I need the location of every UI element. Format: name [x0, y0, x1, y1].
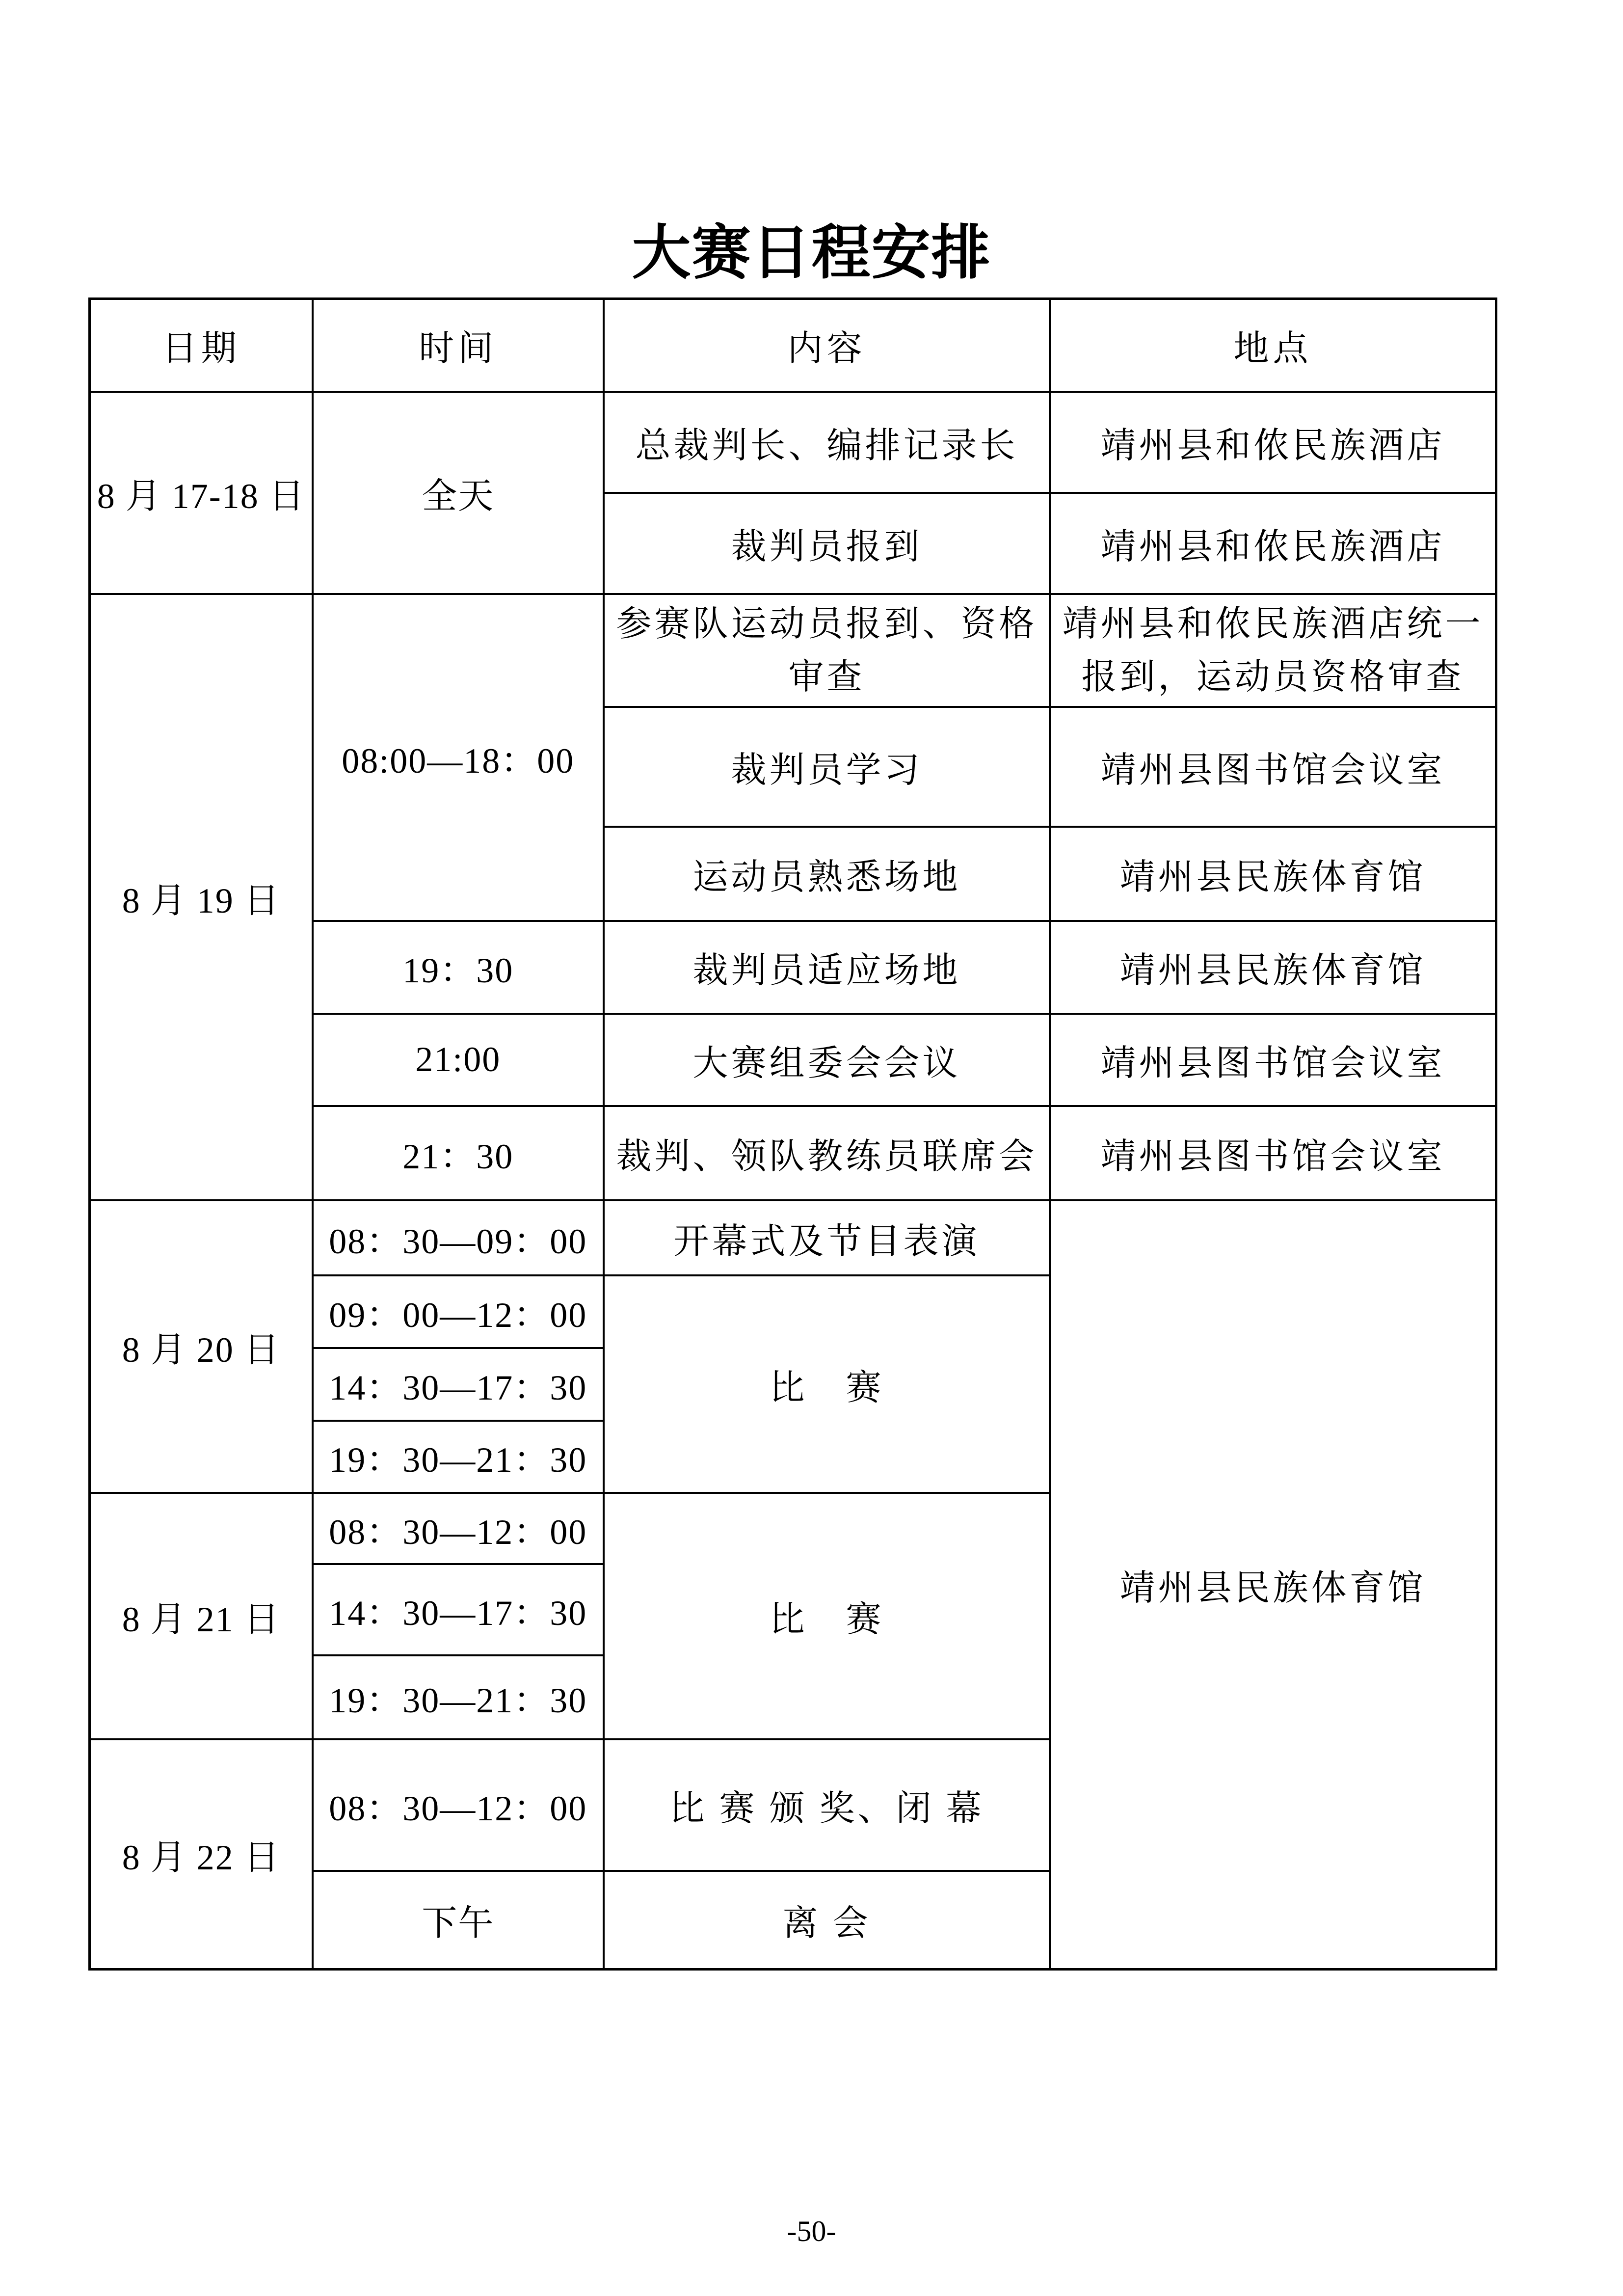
content-cell: [605, 595, 1049, 706]
content-cell: 运动员熟悉场地: [605, 828, 1049, 920]
header-date: 日期: [91, 300, 312, 391]
location-cell: 靖州县图书馆会议室: [1051, 1107, 1495, 1199]
time-cell: 09：00—12：00: [314, 1276, 603, 1347]
location-cell: 靖州县图书馆会议室: [1051, 708, 1495, 826]
date-cell: 8 月 17-18 日: [91, 393, 312, 594]
date-cell: 8 月 22 日: [91, 1740, 312, 1968]
location-cell: [1051, 595, 1495, 706]
time-cell: 14：30—17：30: [314, 1349, 603, 1420]
location-line: 报到，运动员资格审查: [1081, 657, 1464, 697]
content-cell: 离 会: [605, 1872, 1049, 1968]
content-cell: 裁判员学习: [605, 708, 1049, 826]
location-cell: 靖州县图书馆会议室: [1051, 1015, 1495, 1106]
location-cell: 靖州县和侬民族酒店: [1051, 393, 1495, 492]
content-cell: 大赛组委会会议: [605, 1015, 1049, 1106]
content-cell: 开幕式及节目表演: [605, 1201, 1049, 1275]
time-cell: 08:00—18：00: [314, 595, 603, 920]
time-cell: 21:00: [314, 1015, 603, 1106]
time-cell: 21：30: [314, 1107, 603, 1199]
content-cell: 比 赛 颁 奖、闭 幕: [605, 1740, 1049, 1870]
location-cell: 靖州县民族体育馆: [1051, 922, 1495, 1013]
content-cell: 总裁判长、编排记录长: [605, 393, 1049, 492]
time-cell: 全天: [314, 393, 603, 594]
time-cell: 08：30—09：00: [314, 1201, 603, 1275]
page-title: 大赛日程安排: [632, 220, 991, 286]
content-cell: 比 赛: [605, 1494, 1049, 1738]
page-number: -50-: [787, 2215, 836, 2247]
time-cell: 19：30—21：30: [314, 1422, 603, 1492]
content-cell: 裁判员报到: [605, 494, 1049, 593]
location-cell: 靖州县和侬民族酒店: [1051, 494, 1495, 593]
time-cell: 19：30—21：30: [314, 1656, 603, 1738]
date-cell: 8 月 21 日: [91, 1494, 312, 1738]
date-cell: 8 月 20 日: [91, 1201, 312, 1492]
content-cell: 裁判、领队教练员联席会: [605, 1107, 1049, 1199]
time-cell: 08：30—12：00: [314, 1740, 603, 1870]
date-cell: 8 月 19 日: [91, 595, 312, 1199]
time-cell: 14：30—17：30: [314, 1565, 603, 1654]
content-line: 审查: [788, 657, 865, 697]
time-cell: 19：30: [314, 922, 603, 1013]
time-cell: 08：30—12：00: [314, 1494, 603, 1563]
content-cell: 裁判员适应场地: [605, 922, 1049, 1013]
header-location: 地点: [1051, 300, 1495, 391]
content-line: 参赛队运动员报到、资格: [616, 604, 1038, 644]
header-time: 时间: [314, 300, 603, 391]
time-cell: 下午: [314, 1872, 603, 1968]
header-content: 内容: [605, 300, 1049, 391]
location-cell: 靖州县民族体育馆: [1051, 828, 1495, 920]
schedule-table: [88, 297, 1497, 1971]
shared-location-cell: 靖州县民族体育馆: [1051, 1201, 1495, 1968]
content-cell: 比 赛: [605, 1276, 1049, 1492]
location-line: 靖州县和侬民族酒店统一: [1062, 604, 1484, 644]
